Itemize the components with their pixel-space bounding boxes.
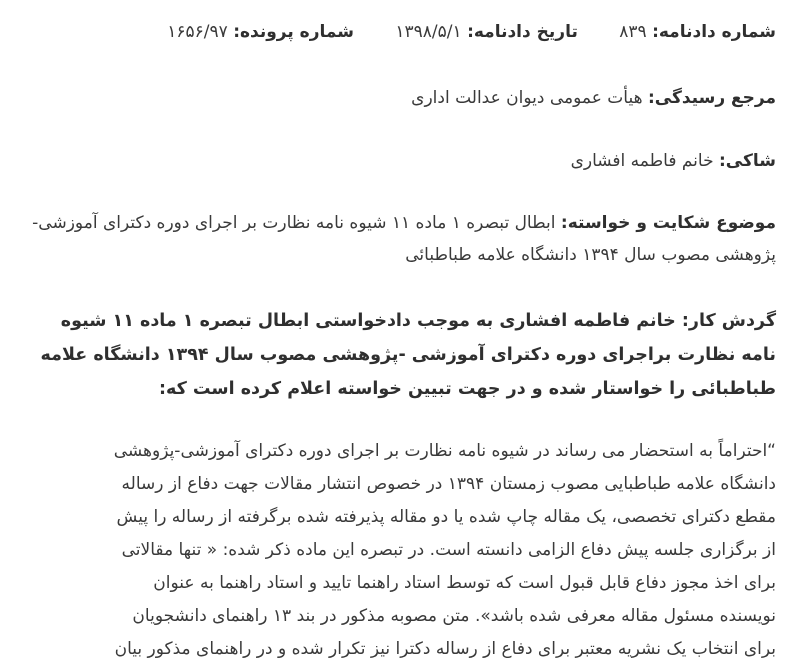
process-label: گردش کار:: [681, 311, 776, 331]
process-value: خانم فاطمه افشاری به موجب دادخواستی ابطال تبصره ۱ ماده ۱۱ شیوه نامه نظارت براجرای دوره دکترای آموزشی -پژوهشی مصوب سال ۱۳۹۴ دانشگاه علامه طباطبائی را خواستار شده و در جهت تبیین خواسته اعلام کرده است که:: [40, 311, 776, 399]
body-line: نویسنده مسئول مقاله معرفی شده باشد». متن مصوبه مذکور در بند ۱۳ راهنمای دانشجویان: [132, 606, 776, 626]
petition-body: [22, 435, 776, 666]
case-number-value: ۱۶۵۶/۹۷: [167, 22, 228, 42]
body-line: دانشگاه علامه طباطبایی مصوب زمستان ۱۳۹۴ در خصوص انتشار مقالات جهت دفاع از رساله: [121, 474, 776, 494]
verdict-number: [614, 22, 776, 42]
subject-paragraph: [22, 207, 776, 271]
reference-value: هیأت عمومی دیوان عدالت اداری: [411, 88, 643, 108]
verdict-number-label: شماره دادنامه:: [652, 22, 776, 42]
plaintiff-paragraph: [22, 145, 776, 177]
body-line: برای انتخاب یک نشریه معتبر برای دفاع از رساله دکترا نیز تکرار شده و در راهنمای مذکور بیان: [114, 639, 776, 659]
subject-label: موضوع شکایت و خواسته:: [560, 213, 776, 233]
body-line: مقطع دکترای تخصصی، یک مقاله چاپ شده یا دو مقاله پذیرفته شده برگرفته از رساله را پیش: [116, 507, 776, 527]
verdict-date: [390, 22, 578, 42]
verdict-date-label: تاریخ دادنامه:: [467, 22, 578, 42]
verdict-date-value: ۱۳۹۸/۵/۱: [395, 22, 462, 42]
plaintiff-value: خانم فاطمه افشاری: [570, 151, 714, 171]
plaintiff-label: شاکی:: [719, 151, 776, 171]
process-paragraph: [22, 304, 776, 406]
verdict-number-value: ۸۳۹: [619, 22, 647, 42]
case-number: [167, 22, 354, 42]
reference-paragraph: [22, 82, 776, 114]
body-line: “احتراماً به استحضار می رساند در شیوه نامه نظارت بر اجرای دوره دکترای آموزشی-پژوهشی: [113, 441, 776, 461]
reference-label: مرجع رسیدگی:: [647, 88, 776, 108]
body-line: برای اخذ مجوز دفاع قابل قبول است که توسط استاد راهنما تایید و استاد راهنما به عنوان: [153, 573, 776, 593]
body-line: از برگزاری جلسه پیش دفاع الزامی دانسته است. در تبصره این ماده ذکر شده: « تنها مقالاتی: [121, 540, 776, 560]
verdict-header: [22, 18, 776, 46]
subject-value: ابطال تبصره ۱ ماده ۱۱ شیوه نامه نظارت بر اجرای دوره دکترای آموزشی-پژوهشی مصوب سال ۱۳۹۴ دانشگاه علامه طباطبائی: [32, 213, 776, 265]
case-number-label: شماره پرونده:: [233, 22, 354, 42]
